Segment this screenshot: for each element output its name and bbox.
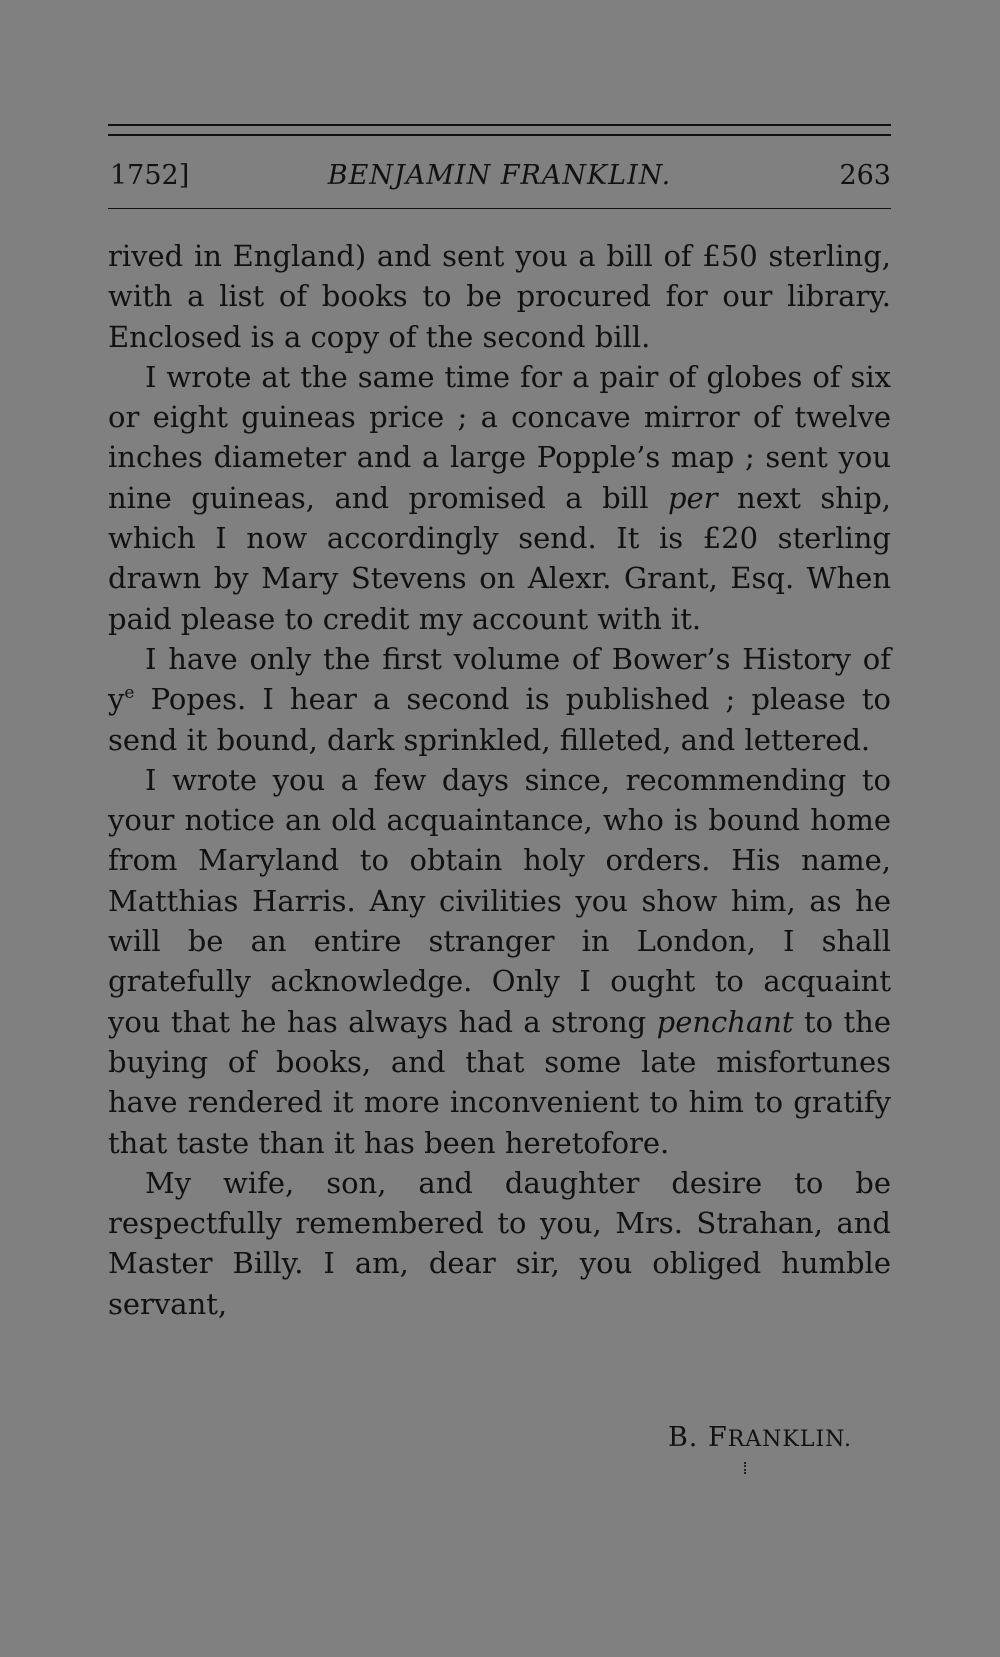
signature [668, 1420, 852, 1458]
signature-initial: B. F [667, 1422, 728, 1453]
running-head [108, 158, 891, 194]
paragraph-2-italic: per [667, 480, 718, 515]
paragraph-2 [108, 357, 891, 639]
signature-smallcaps: RANKLIN. [727, 1427, 852, 1452]
paragraph-3-text-b: Popes. I hear a second is published ; please to send it bound, dark sprinkled, filleted, and lettered. [108, 682, 891, 757]
paragraph-4-text-b: to the buying of books, and that some late misfortunes have rendered it more inconvenient to him to gratify that taste than it has been heretofore. [108, 1004, 892, 1160]
paragraph-3-superscript: e [124, 683, 135, 704]
header-rule-bottom [108, 208, 891, 209]
paragraph-4 [108, 760, 891, 1163]
paragraph-2-text-a: I wrote at the same time for a pair of globes of six or eight guineas price ; a concave mirror of twelve inches diameter and a large Popple’s map ; sent you nine guineas, and promised a bill [108, 359, 891, 515]
paragraph-5: My wife, son, and daughter desire to be respectfully remembered to you, Mrs. Strahan, and Master Billy. I am, dear sir, you obliged humble servant, [108, 1165, 891, 1321]
paragraph-3 [108, 639, 891, 760]
header-title: BENJAMIN FRANKLIN. [327, 160, 672, 191]
letter-body [108, 236, 891, 1324]
paragraph-1: rived in England) and sent you a bill of £50 sterling, with a list of books to be procured for our library. Enclosed is a copy of the second bill. [108, 239, 891, 354]
header-rule-second [108, 134, 891, 136]
header-rule-top [108, 124, 891, 126]
printer-mark [744, 1462, 748, 1474]
paragraph-2-text-b: next ship, which I now accordingly send. It is £20 sterling drawn by Mary Stevens on Alexr. Grant, Esq. When paid please to credit my account with it. [108, 480, 891, 636]
paragraph-3-text-a: I have only the first volume of Bower’s History of y [108, 641, 891, 717]
paragraph-4-italic: penchant [656, 1004, 794, 1039]
page-number: 263 [839, 160, 891, 191]
paragraph-4-text-a: I wrote you a few days since, recommending to your notice an old acquaintance, who is bound home from Maryland to obtain holy orders. His name, Matthias Harris. Any civilities you show him, as he will be an entire stranger in London, I shall gratefully acknowledge. Only I ought to acquaint you that he has always had a strong [108, 762, 891, 1039]
header-year: 1752] [110, 160, 190, 191]
